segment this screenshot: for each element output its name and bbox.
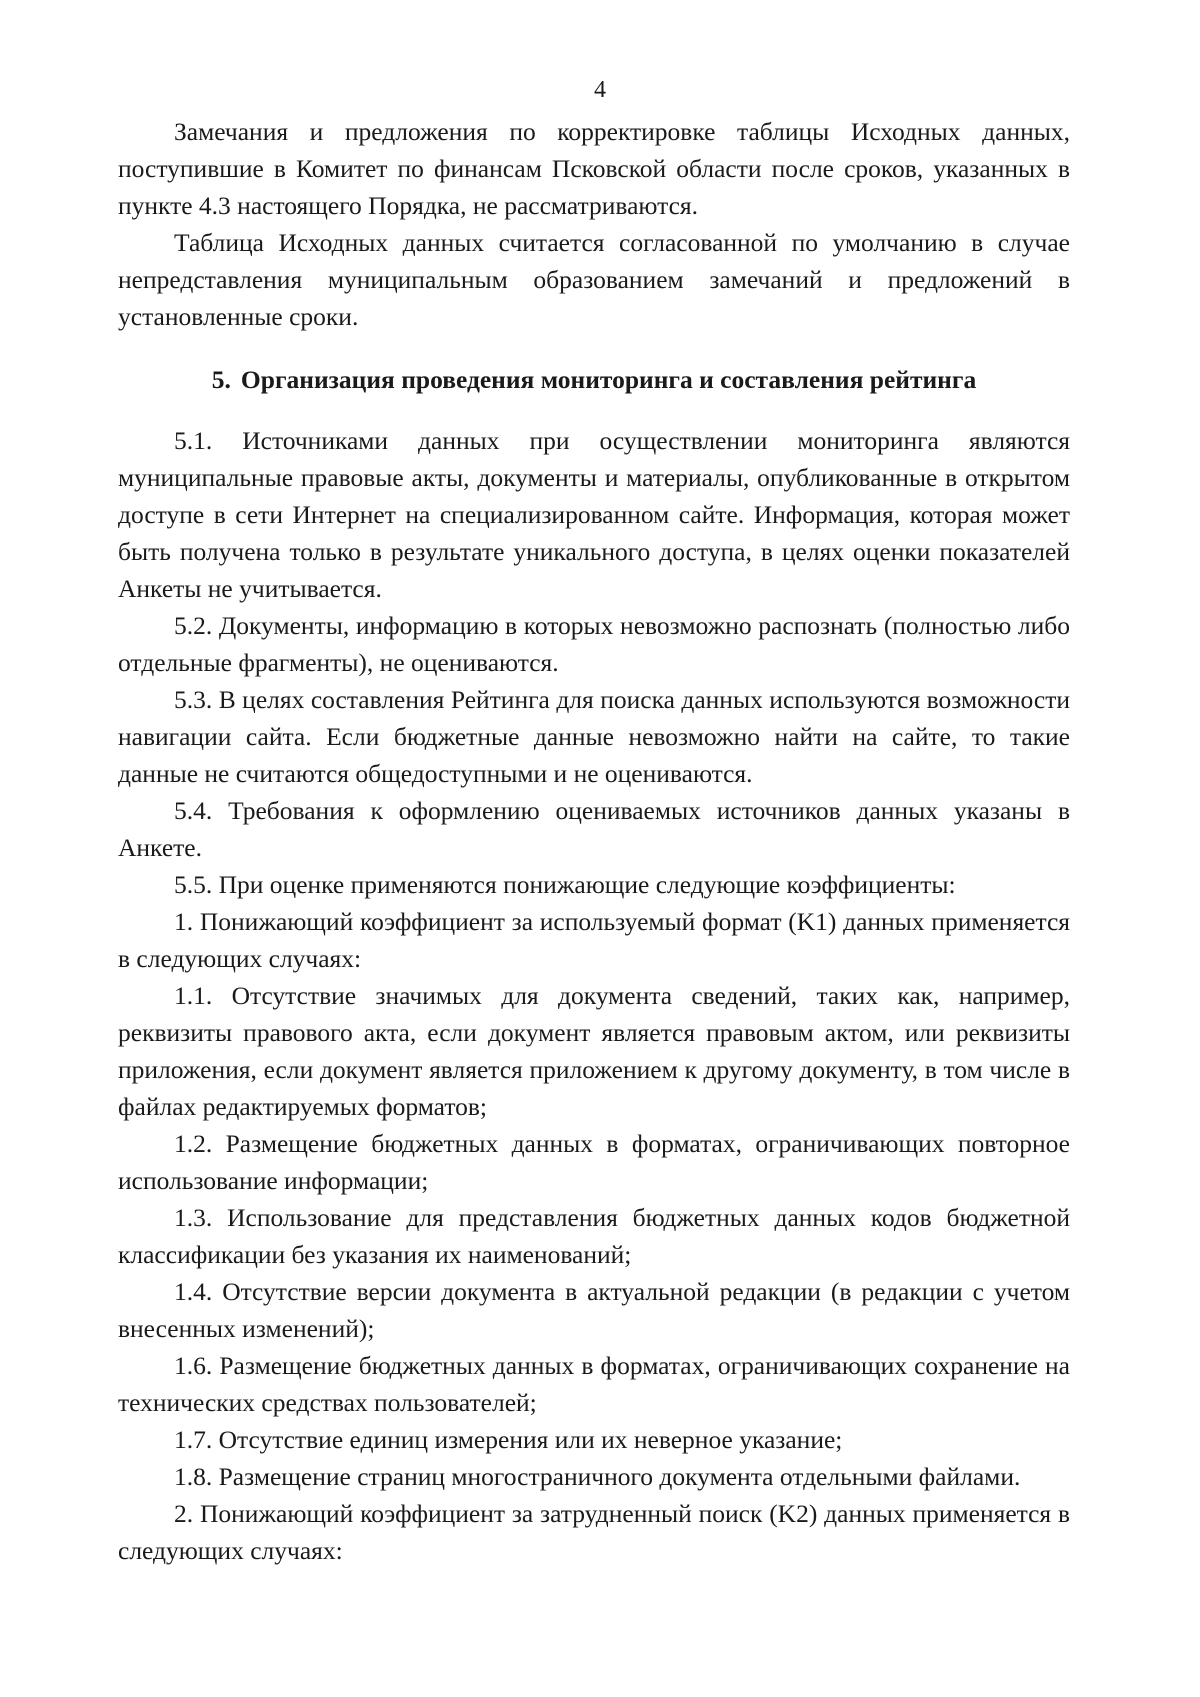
paragraph-5-3: 5.3. В целях составления Рейтинга для поиска данных используются возможности навигации сайта. Если бюджетные данные невозможно найти на сайте, то такие данные не считаются общедоступными и не оцениваются. [118, 685, 1070, 788]
paragraph-k2: 2. Понижающий коэффициент за затрудненный поиск (K2) данных применяется в следующих случаях: [118, 1499, 1070, 1565]
paragraph-1-6: 1.6. Размещение бюджетных данных в форматах, ограничивающих сохранение на технических средствах пользователей; [118, 1351, 1070, 1417]
paragraph-1-1: 1.1. Отсутствие значимых для документа сведений, таких как, например, реквизиты правового акта, если документ является правовым актом, или реквизиты приложения, если документ является приложением к другому документу, в том числе в файлах редактируемых форматов; [118, 981, 1070, 1121]
section-number: 5. [211, 365, 231, 394]
paragraph-1-2: 1.2. Размещение бюджетных данных в форматах, ограничивающих повторное использование информации; [118, 1129, 1070, 1195]
page-number: 4 [594, 77, 606, 103]
paragraph-default-approval: Таблица Исходных данных считается согласованной по умолчанию в случае непредставления муниципальным образованием замечаний и предложений в установленные сроки. [118, 228, 1070, 331]
paragraph-remarks: Замечания и предложения по корректировке таблицы Исходных данных, поступившие в Комитет по финансам Псковской области после сроков, указанных в пункте 4.3 настоящего Порядка, не рассматриваются. [118, 117, 1070, 220]
section-title: Организация проведения мониторинга и составления рейтинга [240, 365, 977, 394]
paragraph-1-8: 1.8. Размещение страниц многостраничного документа отдельными файлами. [174, 1462, 1021, 1491]
paragraph-5-1: 5.1. Источниками данных при осуществлении мониторинга являются муниципальные правовые акты, документы и материалы, опубликованные в открытом доступе в сети Интернет на специализированном сайте. Информация, которая может быть получена только в результате уникального доступа, в целях оценки показателей Анкеты не учитывается. [118, 426, 1070, 603]
paragraph-k1: 1. Понижающий коэффициент за используемый формат (K1) данных применяется в следующих случаях: [118, 907, 1070, 973]
paragraph-5-4: 5.4. Требования к оформлению оцениваемых источников данных указаны в Анкете. [118, 796, 1070, 862]
document-body [118, 113, 1070, 1569]
paragraph-5-2: 5.2. Документы, информацию в которых невозможно распознать (полностью либо отдельные фрагменты), не оцениваются. [118, 611, 1070, 677]
paragraph-5-5: 5.5. При оценке применяются понижающие следующие коэффициенты: [174, 870, 956, 899]
paragraph-1-7: 1.7. Отсутствие единиц измерения или их неверное указание; [174, 1425, 843, 1454]
paragraph-1-3: 1.3. Использование для представления бюджетных данных кодов бюджетной классификации без указания их наименований; [118, 1203, 1070, 1269]
section-heading [118, 335, 1070, 422]
paragraph-1-4: 1.4. Отсутствие версии документа в актуальной редакции (в редакции с учетом внесенных изменений); [118, 1277, 1070, 1343]
